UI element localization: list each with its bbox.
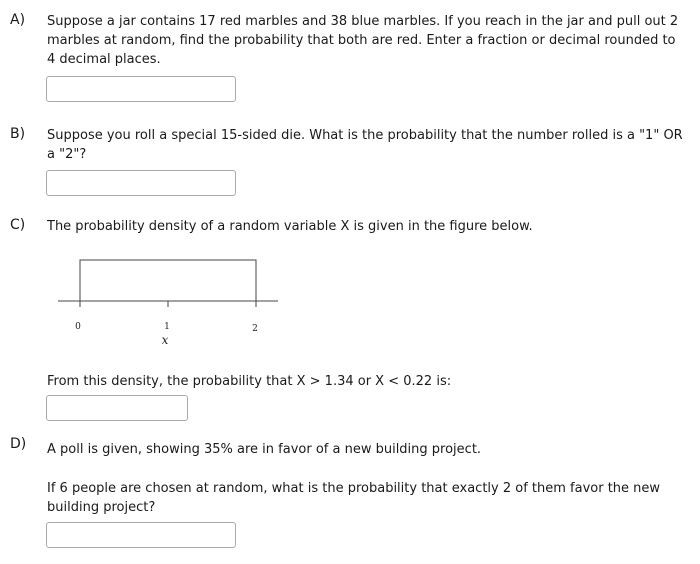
question-c-followup: From this density, the probability that X > 1.34 or X < 0.22 is: — [47, 374, 452, 389]
question-c-answer-input[interactable] — [46, 395, 188, 421]
question-c-text: The probability density of a random variable X is given in the figure below. — [47, 219, 533, 234]
density-rectangle — [80, 260, 256, 301]
question-a-answer-input[interactable] — [46, 76, 236, 102]
question-a-letter: A) — [10, 12, 26, 28]
question-b-answer-input[interactable] — [46, 170, 236, 196]
question-b-letter: B) — [10, 126, 26, 142]
question-a-text: Suppose a jar contains 17 red marbles and 38 blue marbles. If you reach in the jar and pull out 2 marbles at random, find the probability that both are red. Enter a fraction or decimal rounded to 4 decimal places. — [47, 14, 679, 67]
question-d-text: A poll is given, showing 35% are in favor of a new building project. — [47, 442, 482, 457]
question-b-text: Suppose you roll a special 15-sided die. What is the probability that the number rolled is a "1" OR a "2"? — [47, 128, 683, 162]
question-d-answer-input[interactable] — [46, 522, 236, 548]
question-d-letter: D) — [10, 436, 27, 452]
tick-label-0: 0 — [75, 322, 81, 332]
tick-label-2: 2 — [252, 324, 258, 334]
tick-label-1: 1 — [164, 322, 170, 332]
density-figure — [50, 250, 290, 360]
question-c-letter: C) — [10, 217, 26, 233]
question-d-followup: If 6 people are chosen at random, what is the probability that exactly 2 of them favor the new building project? — [47, 481, 661, 515]
axis-label-x: x — [161, 333, 169, 347]
